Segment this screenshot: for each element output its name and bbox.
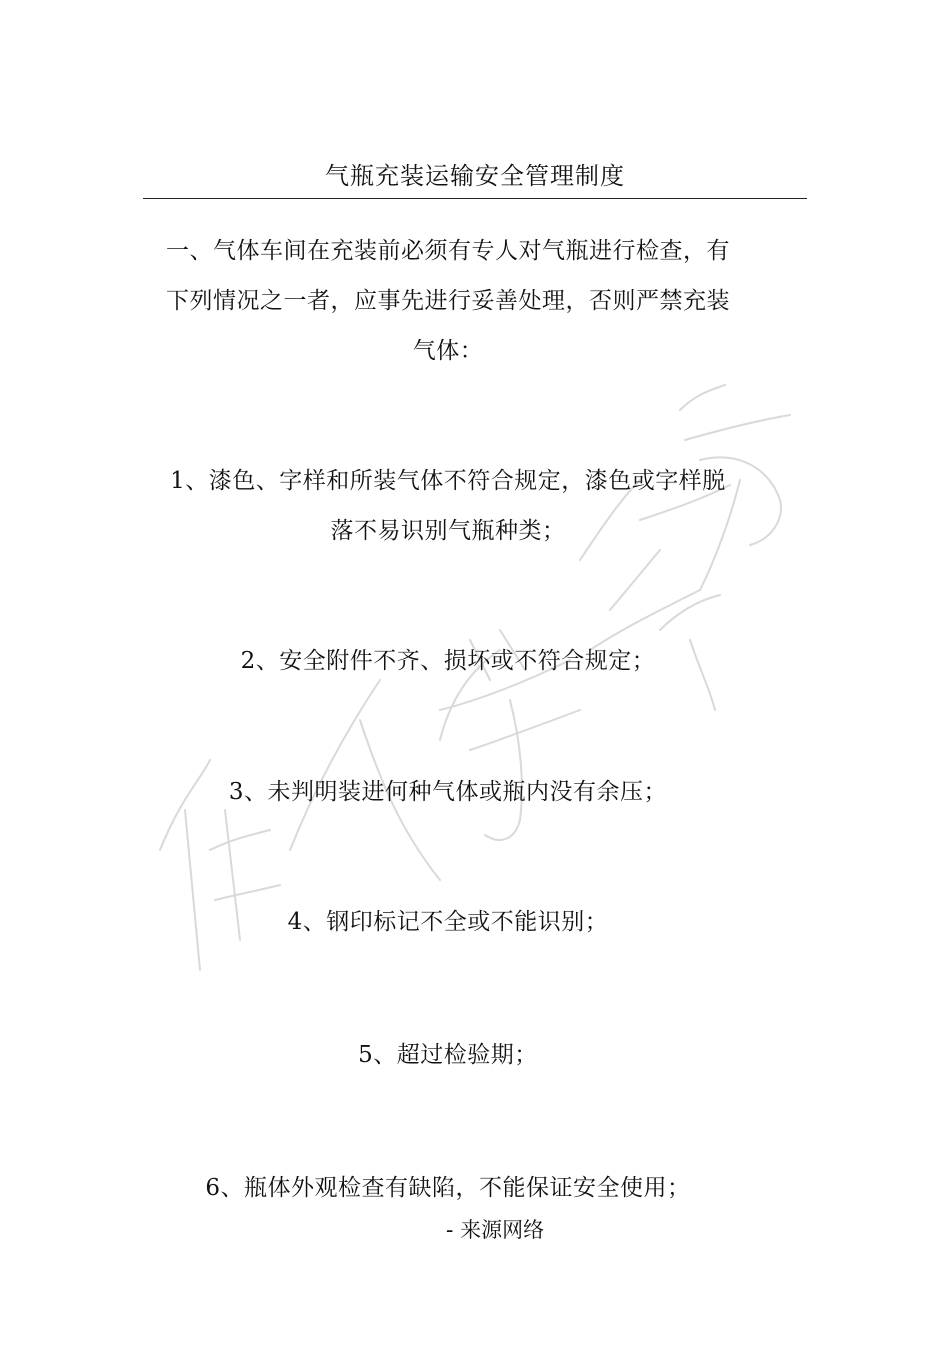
intro-paragraph [148,226,748,376]
intro-line: 气体： [412,338,484,364]
list-item-line: 6、瓶体外观检查有缺陷，不能保证安全使用； [205,1175,691,1201]
list-item-line: 4、钢印标记不全或不能识别； [287,909,609,935]
document-title: 气瓶充装运输安全管理制度 [325,162,625,190]
intro-line: 一、气体车间在充装前必须有专人对气瓶进行检查，有 [166,238,730,264]
list-item-2 [148,636,748,686]
intro-line: 下列情况之一者，应事先进行妥善处理，否则严禁充装 [166,288,730,314]
list-item-line: 2、安全附件不齐、损坏或不符合规定； [240,648,656,674]
list-item-3 [148,767,748,817]
list-item-line: 3、未判明装进何种气体或瓶内没有余压； [228,779,668,805]
list-item-line: 落不易识别气瓶种类； [330,518,566,544]
list-item-line: 5、超过检验期； [358,1042,538,1068]
source-note: - 来源网络 [445,1218,545,1242]
list-item-line: 1、漆色、字样和所装气体不符合规定，漆色或字样脱 [170,468,726,494]
list-item-4 [148,897,748,947]
list-item-5 [148,1030,748,1080]
list-item-6 [148,1163,748,1213]
title-divider [143,198,807,199]
list-item-1 [148,456,748,556]
